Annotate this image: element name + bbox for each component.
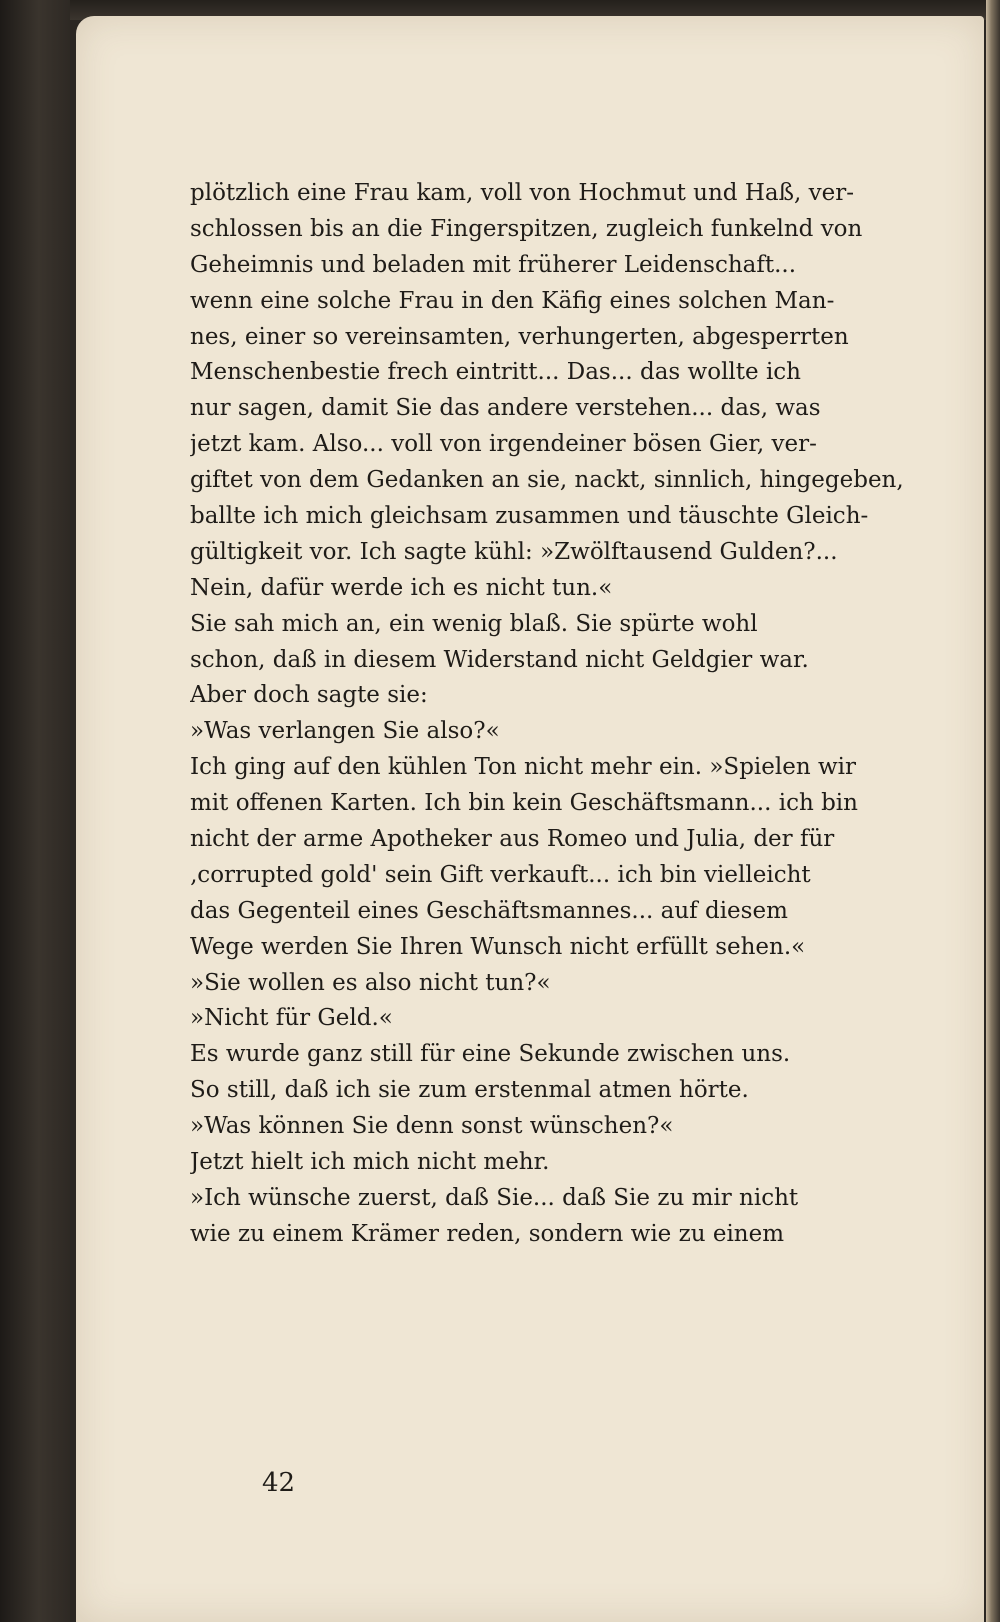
book-binding-left [0,0,70,1622]
text-line: wenn eine solche Frau in den Käfig eines solchen Man- [190,287,835,314]
page-number: 42 [262,1468,296,1498]
text-line: Jetzt hielt ich mich nicht mehr. [190,1149,550,1176]
text-line: das Gegenteil eines Geschäftsmannes... auf diesem [190,897,788,924]
text-line: wie zu einem Krämer reden, sondern wie zu einem [190,1220,785,1247]
text-line: Menschenbestie frech eintritt... Das... das wollte ich [190,359,801,386]
text-line: ballte ich mich gleichsam zusammen und täuschte Gleich- [190,503,869,530]
text-line: Sie sah mich an, ein wenig blaß. Sie spürte wohl [190,610,758,637]
text-line: schon, daß in diesem Widerstand nicht Geldgier war. [190,646,809,673]
text-line: Nein, dafür werde ich es nicht tun.« [190,574,613,601]
text-line: »Ich wünsche zuerst, daß Sie... daß Sie zu mir nicht [190,1184,799,1211]
text-line: Wege werden Sie Ihren Wunsch nicht erfüllt sehen.« [190,933,806,960]
text-line: nes, einer so vereinsamten, verhungerten, abgesperrten [190,323,849,350]
text-line: nicht der arme Apotheker aus Romeo und Julia, der für [190,826,835,853]
text-line: »Nicht für Geld.« [190,1005,393,1032]
text-line: Es wurde ganz still für eine Sekunde zwischen uns. [190,1041,791,1068]
text-line: schlossen bis an die Fingerspitzen, zugleich funkelnd von [190,215,863,242]
text-line: So still, daß ich sie zum erstenmal atmen hörte. [190,1077,749,1104]
text-line: gültigkeit vor. Ich sagte kühl: »Zwölftausend Gulden?... [190,538,838,565]
text-line: Geheimnis und beladen mit früherer Leidenschaft... [190,251,797,278]
text-line: »Was können Sie denn sonst wünschen?« [190,1113,674,1140]
text-line: plötzlich eine Frau kam, voll von Hochmut und Haß, ver- [190,180,854,206]
text-line: giftet von dem Gedanken an sie, nackt, sinnlich, hingegeben, [190,467,904,494]
text-line: Ich ging auf den kühlen Ton nicht mehr ein. »Spielen wir [190,754,857,781]
text-line: nur sagen, damit Sie das andere verstehen... das, was [190,395,821,422]
text-line: Aber doch sagte sie: [190,682,428,709]
text-line: jetzt kam. Also... voll von irgendeiner bösen Gier, ver- [190,431,817,458]
text-line: »Was verlangen Sie also?« [190,718,500,745]
page-text [190,176,945,1253]
page-edge-right [986,0,1000,1622]
text-line: mit offenen Karten. Ich bin kein Geschäftsmann... ich bin [190,790,858,817]
text-line: ‚corrupted gold' sein Gift verkauft... ich bin vielleicht [190,861,811,888]
text-line: »Sie wollen es also nicht tun?« [190,969,551,996]
